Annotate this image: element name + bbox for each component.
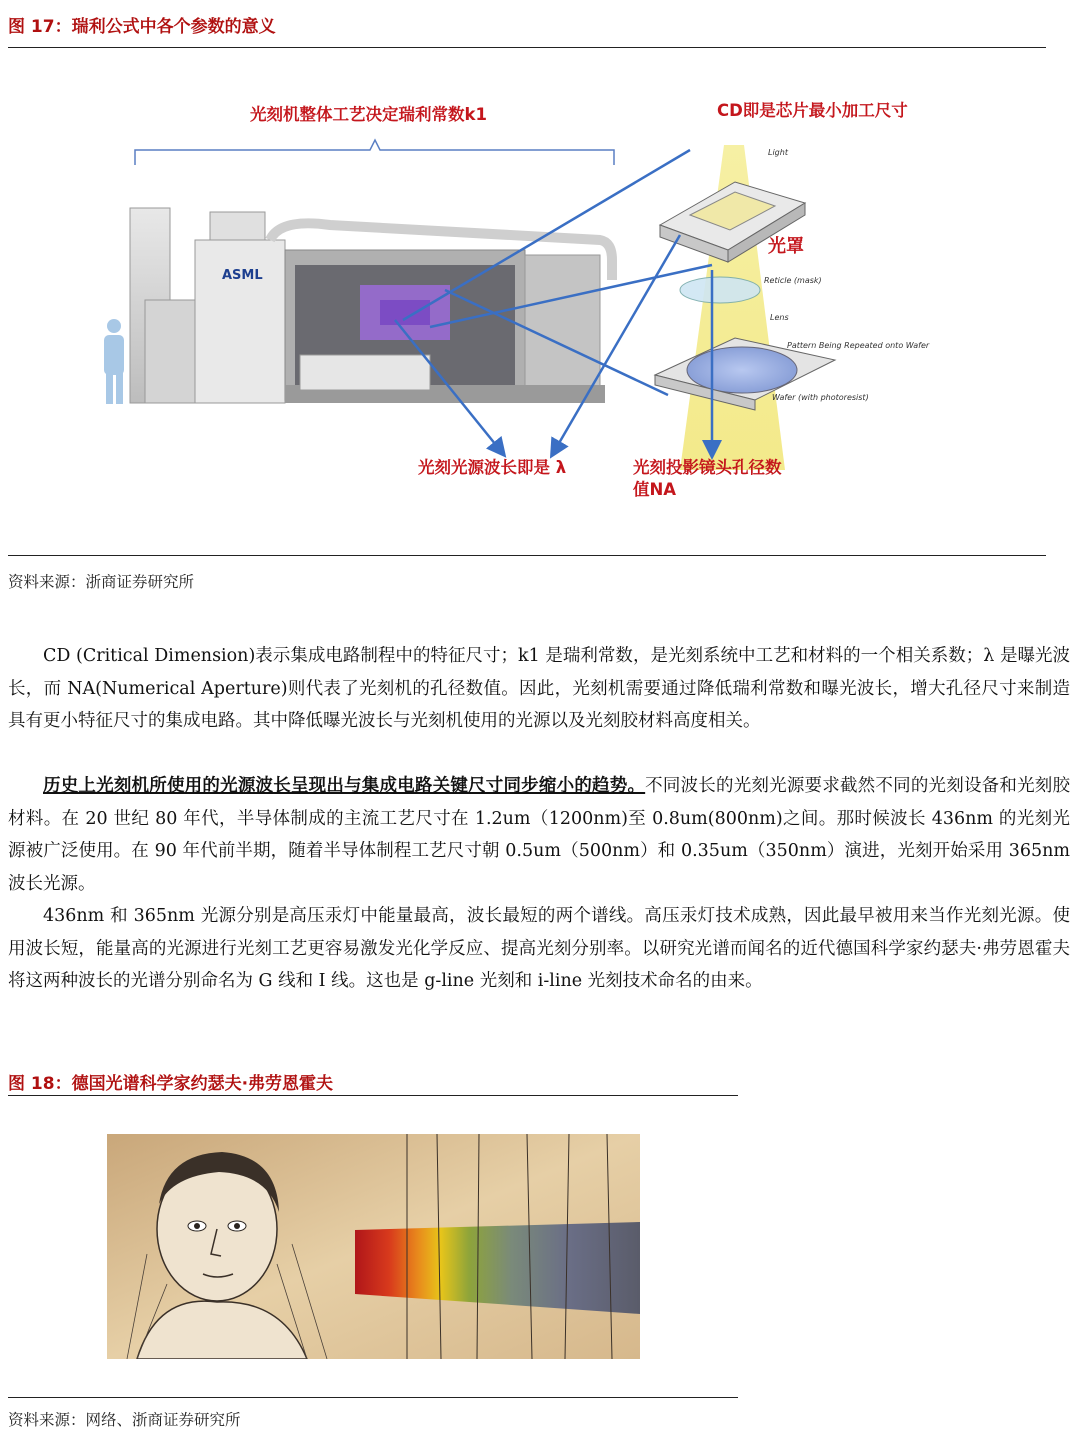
wavelength-annotation: 光刻光源波长即是 λ — [418, 458, 567, 477]
paragraph-history-highlight: 历史上光刻机所使用的光源波长呈现出与集成电路关键尺寸同步缩小的趋势。 — [43, 776, 646, 796]
figure-18-source: 资料来源：网络、浙商证券研究所 — [8, 1411, 241, 1429]
na-annotation-line1: 光刻投影镜头孔径数 — [633, 458, 782, 477]
paragraph-history-rest: 不同波长的光刻光源要求截然不同的光刻设备和光刻胶材料。在 20 世纪 80 年代，半导体制成的主流工艺尺寸在 1.2um（1200nm)至 0.8um(800nm)之间。那时候波长 436nm 的光刻光源被广泛使用。在 90 年代前半期，随着半导体制程工艺尺寸朝 0.5um（500nm）和 0.35um（350nm）演进，光刻开始采用 365nm 波长光源。 — [8, 776, 1070, 894]
figure-17-source: 资料来源：浙商证券研究所 — [8, 573, 195, 591]
optics-diagram — [655, 145, 835, 470]
na-annotation — [633, 457, 782, 501]
pattern-label: Pattern Being Repeated onto Wafer — [787, 341, 930, 350]
reticle-label: Reticle (mask) — [764, 276, 822, 285]
technician-figure — [104, 319, 124, 404]
na-annotation-line2: 值NA — [633, 480, 677, 499]
paragraph-rayleigh: CD (Critical Dimension)表示集成电路制程中的特征尺寸；k1 是瑞利常数，是光刻系统中工艺和材料的一个相关系数；λ 是曝光波长，而 NA(Numerical Aperture)则代表了光刻机的孔径数值。因此，光刻机需要通过降低瑞利常数和曝光波长，增大孔径尺寸来制造具有更小特征尺寸的集成电路。其中降低曝光波长与光刻机使用的光源以及光刻胶材料高度相关。 — [8, 646, 1070, 731]
mask-annotation: 光罩 — [768, 236, 804, 257]
k1-bracket — [135, 140, 614, 165]
figure-17-title: 图 17：瑞利公式中各个参数的意义 — [8, 17, 276, 37]
paragraph-history — [8, 770, 1070, 900]
cd-annotation: CD即是芯片最小加工尺寸 — [717, 101, 908, 120]
fraunhofer-portrait-image — [107, 1134, 640, 1359]
figure-18-title: 图 18：德国光谱科学家约瑟夫·弗劳恩霍夫 — [8, 1074, 334, 1094]
wafer-label: Wafer (with photoresist) — [772, 393, 869, 402]
k1-annotation: 光刻机整体工艺决定瑞利常数k1 — [250, 105, 487, 124]
paragraph-mercury-lamp: 436nm 和 365nm 光源分别是高压汞灯中能量最高，波长最短的两个谱线。高压汞灯技术成熟，因此最早被用来当作光刻光源。使用波长短，能量高的光源进行光刻工艺更容易激发光化学反应、提高光刻分别率。以研究光谱而闻名的近代德国科学家约瑟夫·弗劳恩霍夫将这两种波长的光谱分别命名为 G 线和 I 线。这也是 g-line 光刻和 i-line 光刻技术命名的由来。 — [8, 906, 1070, 991]
figure-17-bottom-rule — [8, 555, 1046, 556]
asml-machine — [130, 208, 612, 403]
figure-18-bottom-rule — [8, 1397, 738, 1398]
lens-label: Lens — [770, 313, 789, 322]
figure-18-top-rule — [8, 1095, 738, 1096]
light-label: Light — [768, 148, 788, 157]
asml-logo: ASML — [222, 268, 263, 283]
